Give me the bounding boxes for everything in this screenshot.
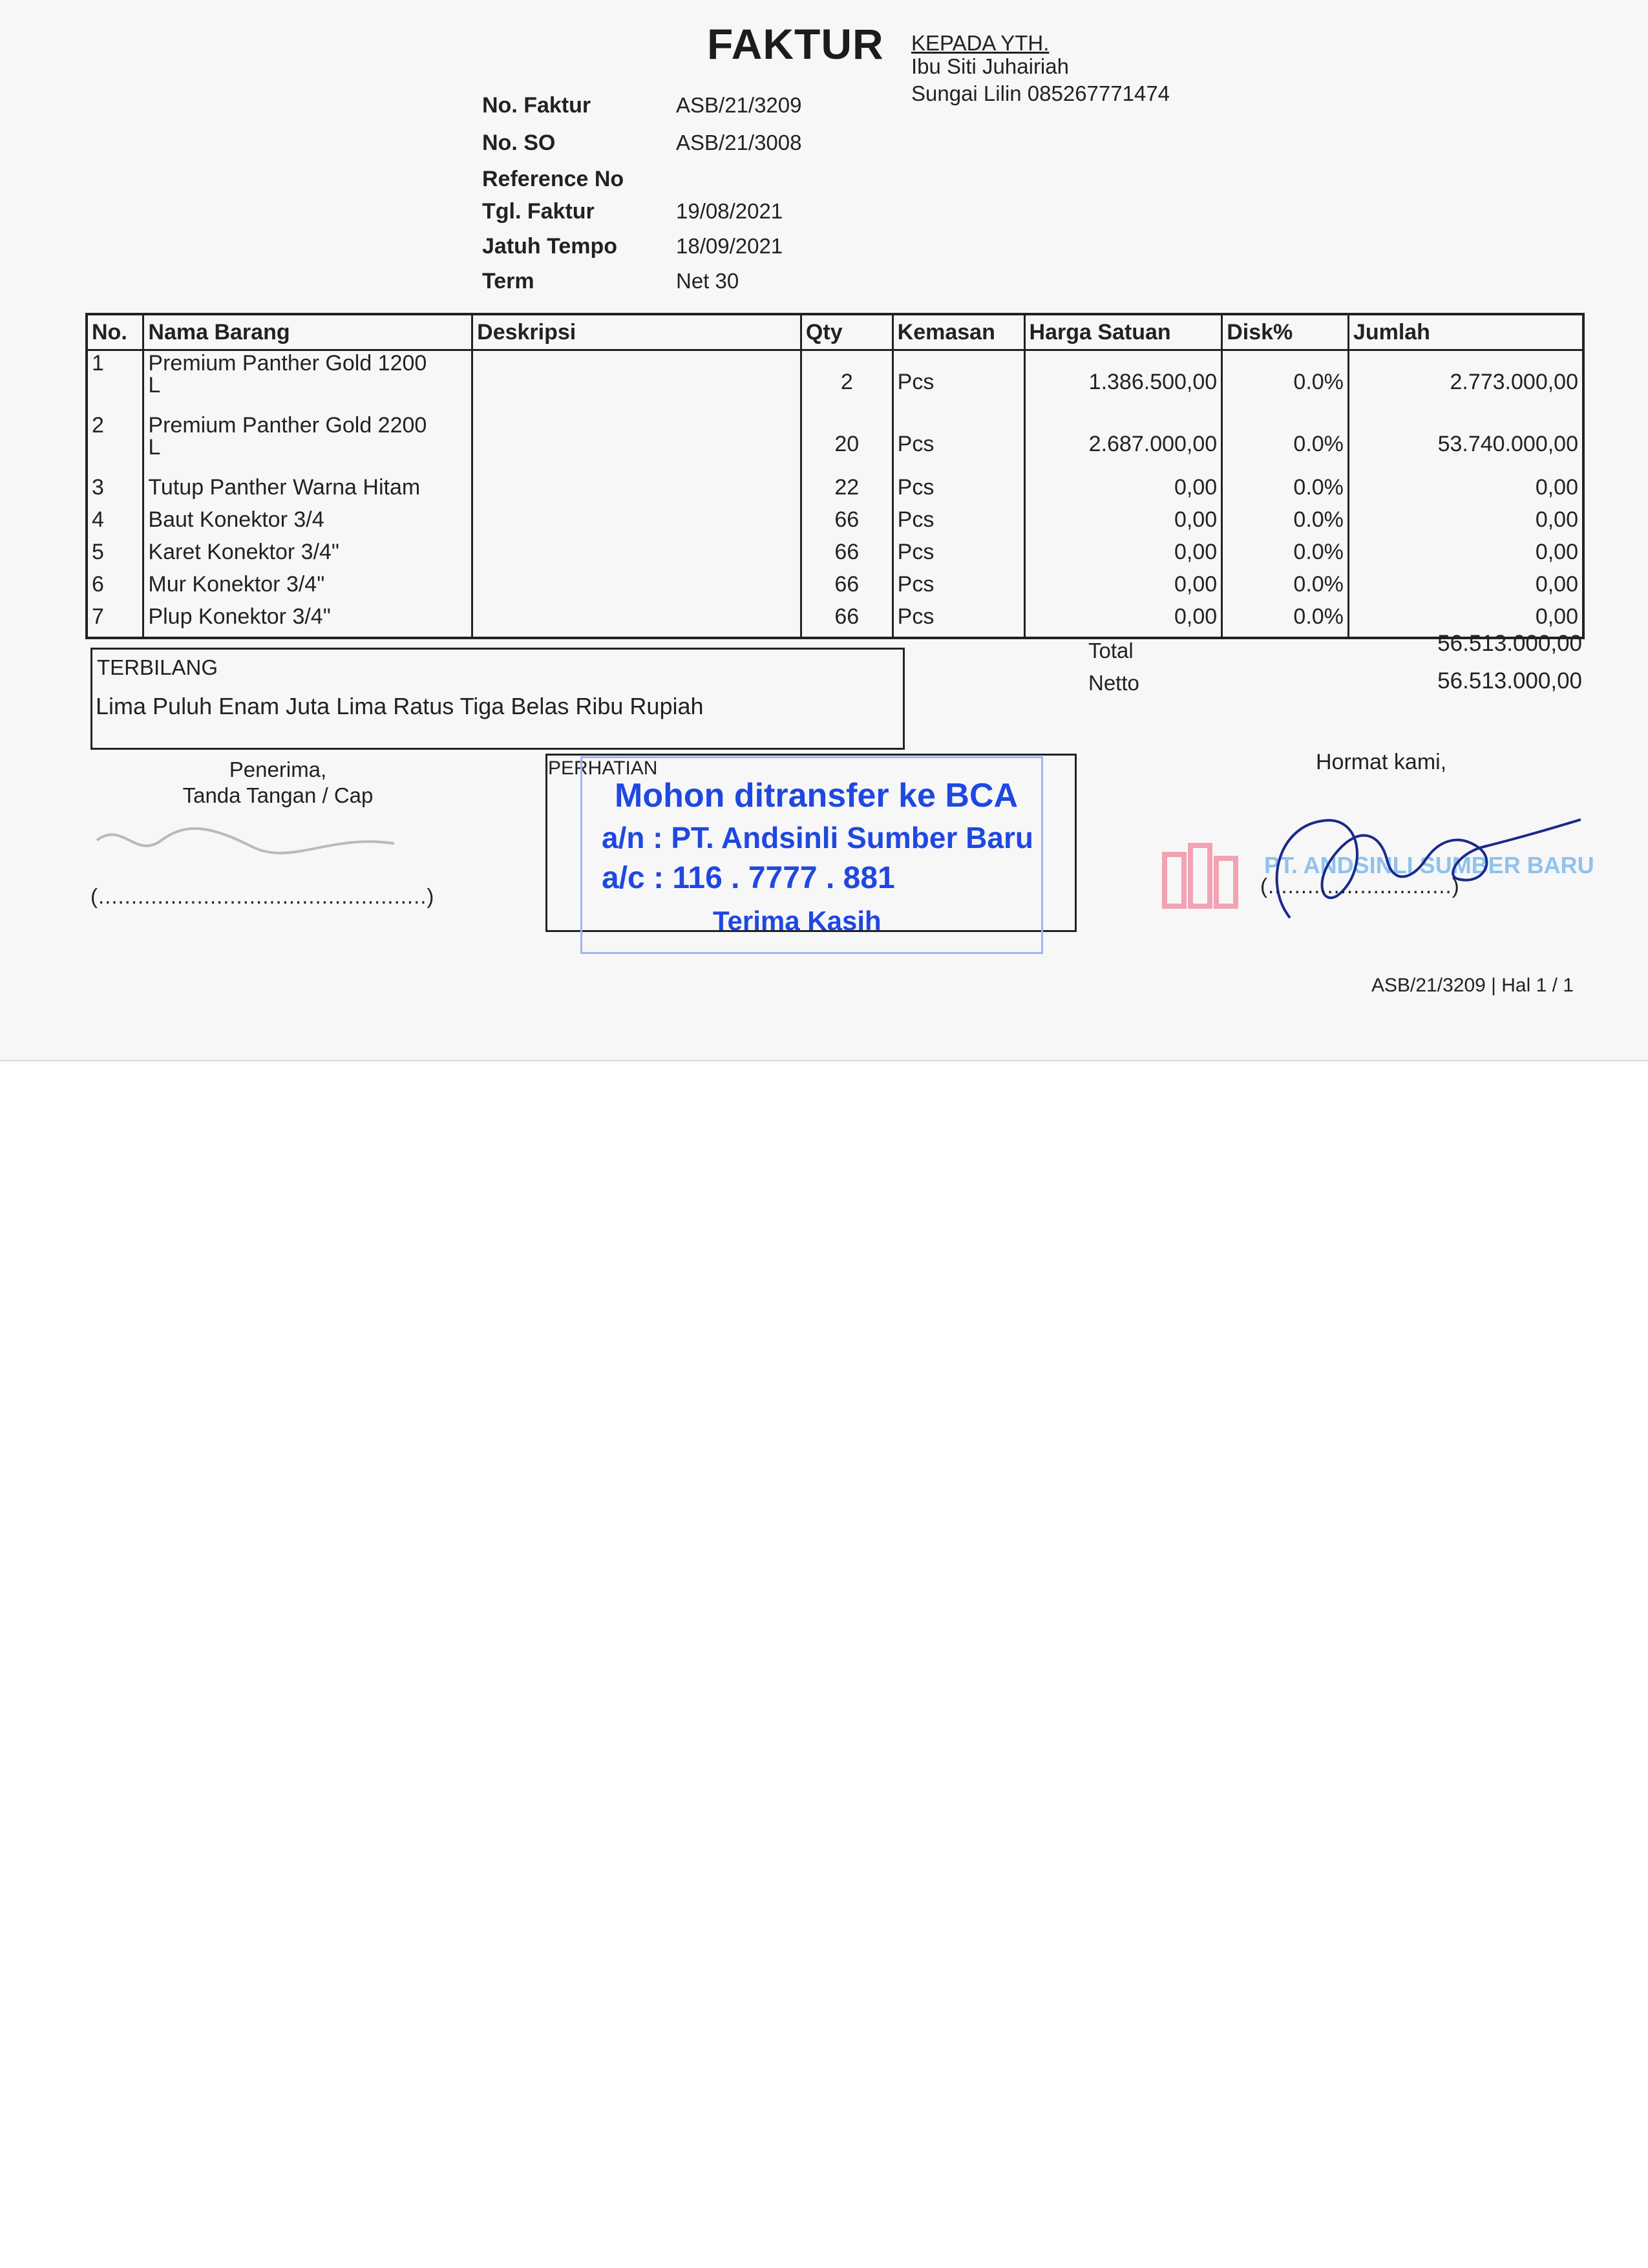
cell-no: 6 [87, 572, 143, 604]
cell-unit: Pcs [893, 475, 1024, 507]
cell-unit: Pcs [893, 572, 1024, 604]
cell-amount: 0,00 [1348, 604, 1583, 638]
stamp-line-1: Mohon ditransfer ke BCA [615, 777, 1019, 814]
cell-name [143, 540, 472, 572]
cell-description [472, 572, 801, 604]
cell-qty: 22 [801, 475, 893, 507]
col-header-description: Deskripsi [472, 314, 801, 350]
item-name-line: Plup Konektor 3/4" [148, 604, 331, 629]
meta-value-invoice-date: 19/08/2021 [676, 199, 783, 223]
meta-label-term: Term [482, 269, 534, 293]
cell-no: 3 [87, 475, 143, 507]
terbilang-label: TERBILANG [97, 655, 218, 679]
cell-qty: 20 [801, 413, 893, 475]
company-logo-stamp [1162, 839, 1240, 910]
table-row [87, 413, 1583, 475]
item-name-line: Premium Panther Gold 2200 [148, 413, 427, 438]
cell-qty: 66 [801, 507, 893, 540]
meta-label-reference: Reference No [482, 167, 624, 191]
stamp-line-2: a/n : PT. Andsinli Sumber Baru [602, 821, 1033, 854]
cell-unit-price: 0,00 [1024, 572, 1222, 604]
total-value: 56.513.000,00 [1437, 631, 1582, 656]
company-name-stamp: PT. ANDSINLI SUMBER BARU [1264, 852, 1594, 878]
table-row [87, 350, 1583, 414]
cell-amount: 53.740.000,00 [1348, 413, 1583, 475]
cell-amount: 2.773.000,00 [1348, 350, 1583, 414]
table-row [87, 540, 1583, 572]
col-header-discount: Disk% [1222, 314, 1349, 350]
cell-description [472, 475, 801, 507]
col-header-name: Nama Barang [143, 314, 472, 350]
cell-no: 1 [87, 350, 143, 414]
cell-name [143, 572, 472, 604]
cell-discount: 0.0% [1222, 350, 1349, 414]
cell-amount: 0,00 [1348, 572, 1583, 604]
terbilang-text: Lima Puluh Enam Juta Lima Ratus Tiga Belas Ribu Rupiah [96, 693, 704, 719]
netto-value: 56.513.000,00 [1437, 668, 1582, 694]
table-row [87, 475, 1583, 507]
col-header-no: No. [87, 314, 143, 350]
stamp-line-3: a/c : 116 . 7777 . 881 [602, 861, 895, 895]
cell-discount: 0.0% [1222, 540, 1349, 572]
meta-label-due-date: Jatuh Tempo [482, 234, 618, 259]
item-name-line: Mur Konektor 3/4" [148, 572, 325, 597]
item-name-wrap: L [148, 435, 161, 460]
col-header-unit: Kemasan [893, 314, 1024, 350]
cell-name [143, 475, 472, 507]
bank-transfer-stamp [580, 756, 1043, 954]
cell-amount: 0,00 [1348, 507, 1583, 540]
table-header-row [87, 314, 1583, 350]
cell-discount: 0.0% [1222, 413, 1349, 475]
meta-value-due-date: 18/09/2021 [676, 234, 783, 258]
cell-unit: Pcs [893, 350, 1024, 414]
cell-unit-price: 0,00 [1024, 475, 1222, 507]
receiver-sublabel: Tanda Tangan / Cap [182, 783, 374, 807]
meta-label-invoice-date: Tgl. Faktur [482, 199, 595, 224]
table-row [87, 572, 1583, 604]
cell-name [143, 507, 472, 540]
cell-discount: 0.0% [1222, 475, 1349, 507]
cell-qty: 66 [801, 572, 893, 604]
recipient-name: Ibu Siti Juhairiah [911, 54, 1069, 78]
netto-label: Netto [1088, 671, 1139, 695]
cell-unit-price: 2.687.000,00 [1024, 413, 1222, 475]
cell-discount: 0.0% [1222, 507, 1349, 540]
meta-value-term: Net 30 [676, 269, 739, 293]
page-reference: ASB/21/3209 | Hal 1 / 1 [1371, 975, 1574, 996]
item-name-wrap: L [148, 373, 161, 397]
meta-value-so-no: ASB/21/3008 [676, 131, 802, 154]
cell-amount: 0,00 [1348, 475, 1583, 507]
cell-qty: 66 [801, 540, 893, 572]
items-table [85, 313, 1585, 639]
cell-amount: 0,00 [1348, 540, 1583, 572]
cell-discount: 0.0% [1222, 604, 1349, 638]
cell-unit-price: 1.386.500,00 [1024, 350, 1222, 414]
item-name-line: Karet Konektor 3/4" [148, 540, 339, 564]
receiver-signature-line: (..................................................) [90, 884, 435, 908]
cell-qty: 2 [801, 350, 893, 414]
cell-unit-price: 0,00 [1024, 540, 1222, 572]
cell-no: 4 [87, 507, 143, 540]
document-title: FAKTUR [707, 20, 884, 68]
meta-value-invoice-no: ASB/21/3209 [676, 93, 802, 117]
item-name-line: Premium Panther Gold 1200 [148, 351, 427, 376]
cell-description [472, 350, 801, 414]
receiver-signature-ghost [84, 814, 420, 866]
stamp-line-4: Terima Kasih [713, 906, 882, 936]
col-header-amount: Jumlah [1348, 314, 1583, 350]
total-label: Total [1088, 639, 1134, 662]
cell-qty: 66 [801, 604, 893, 638]
cell-unit-price: 0,00 [1024, 604, 1222, 638]
cell-name [143, 413, 472, 475]
meta-label-invoice-no: No. Faktur [482, 93, 591, 118]
cell-name [143, 604, 472, 638]
cell-description [472, 604, 801, 638]
receiver-label: Penerima, [229, 758, 327, 781]
sender-signature [1251, 789, 1587, 944]
cell-unit: Pcs [893, 413, 1024, 475]
notice-label: PERHATIAN [548, 758, 658, 779]
table-body [87, 350, 1583, 639]
cell-unit: Pcs [893, 507, 1024, 540]
cell-description [472, 540, 801, 572]
sender-signature-line: (............................) [1260, 874, 1460, 898]
cell-no: 2 [87, 413, 143, 475]
invoice-paper [0, 0, 1648, 1061]
recipient-address: Sungai Lilin 085267771474 [911, 81, 1170, 105]
cell-unit: Pcs [893, 540, 1024, 572]
cell-name [143, 350, 472, 414]
recipient-label: KEPADA YTH. [911, 31, 1050, 55]
col-header-unit-price: Harga Satuan [1024, 314, 1222, 350]
item-name-line: Tutup Panther Warna Hitam [148, 475, 421, 500]
cell-description [472, 507, 801, 540]
table-row [87, 604, 1583, 638]
meta-label-so-no: No. SO [482, 131, 556, 155]
cell-description [472, 413, 801, 475]
table-row [87, 507, 1583, 540]
cell-unit: Pcs [893, 604, 1024, 638]
col-header-qty: Qty [801, 314, 893, 350]
cell-discount: 0.0% [1222, 572, 1349, 604]
cell-no: 5 [87, 540, 143, 572]
sender-label: Hormat kami, [1316, 750, 1447, 774]
cell-no: 7 [87, 604, 143, 638]
cell-unit-price: 0,00 [1024, 507, 1222, 540]
item-name-line: Baut Konektor 3/4 [148, 507, 324, 532]
